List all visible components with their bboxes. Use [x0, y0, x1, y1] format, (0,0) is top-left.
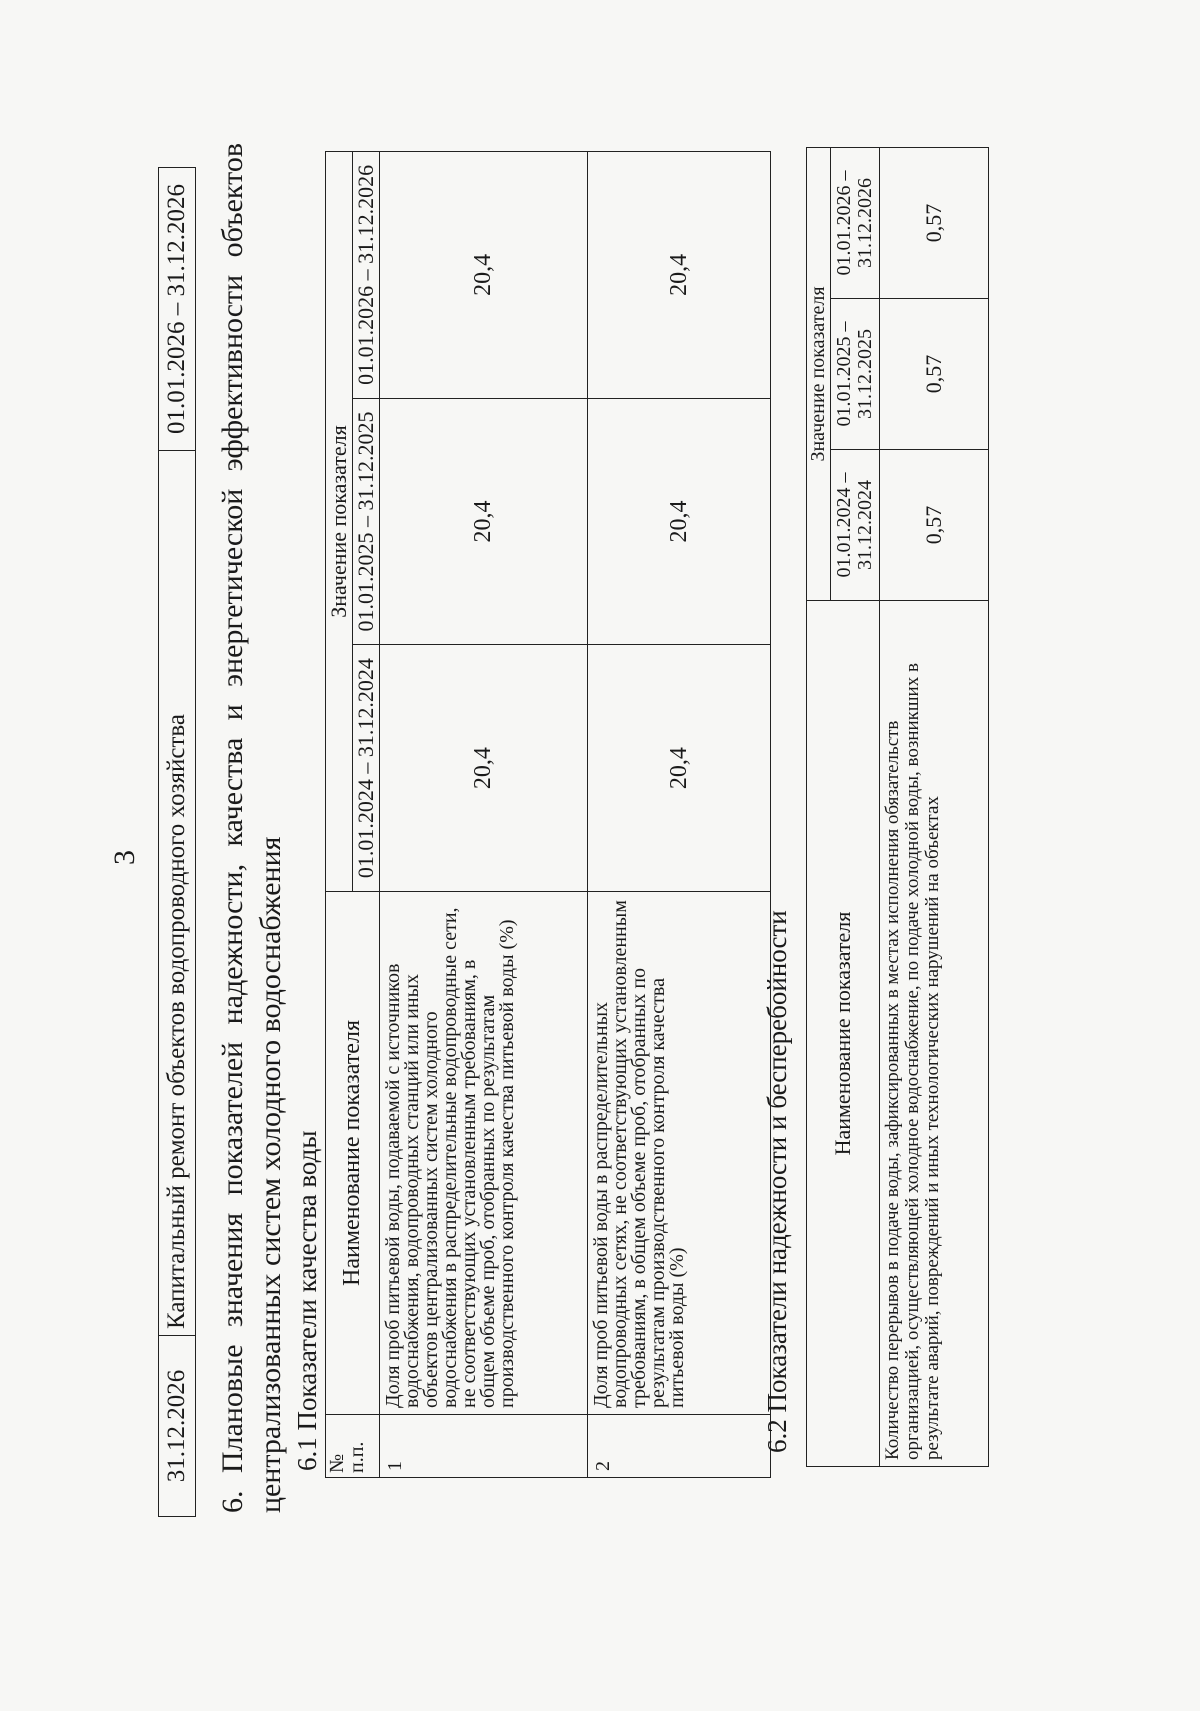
- row-value: 20,4: [588, 398, 771, 645]
- schedule-date: 31.12.2026: [159, 1336, 196, 1517]
- section-6-heading-cont: централизованных систем холодного водоснабжения: [254, 836, 287, 1513]
- section-6-heading: 6. Плановые значения показателей надежности, качества и энергетической эффективности объектов: [216, 143, 249, 1513]
- col-header-period: 01.01.2026 – 31.12.2026: [831, 148, 880, 299]
- table-row: [880, 148, 989, 1467]
- water-quality-table: [325, 151, 771, 1478]
- col-header-period: 01.01.2025 – 31.12.2025: [353, 398, 380, 645]
- page-number: 3: [108, 850, 141, 865]
- col-header-period: 01.01.2024 – 31.12.2024: [353, 645, 380, 892]
- row-name: Доля проб питьевой воды в распределительных водопроводных сетях, не соответствующих установленным требованиям, в общем объеме проб, отобранных по результатам производственного контроля качества питьевой воды (%): [588, 892, 771, 1415]
- row-name: Количество перерывов в подаче воды, зафиксированных в местах исполнения обязательств организацией, осуществляющей холодное водоснабжение, по подаче холодной воды, возникших в результате аварий, повреждений и иных технологических нарушений на объектах: [880, 601, 989, 1467]
- row-value: 20,4: [588, 645, 771, 892]
- table-row: [159, 168, 196, 1517]
- table-header-row: [326, 152, 353, 1478]
- col-header-name: Наименование показателя: [326, 892, 380, 1415]
- col-header-value-group: Значение показателя: [807, 148, 831, 601]
- col-header-value-group: Значение показателя: [326, 152, 353, 892]
- col-header-period: 01.01.2026 – 31.12.2026: [353, 152, 380, 399]
- row-value: 20,4: [588, 152, 771, 399]
- section-6-1-title: 6.1 Показатели качества воды: [292, 1130, 322, 1471]
- row-num: 1: [380, 1415, 588, 1478]
- row-value: 0,57: [880, 148, 989, 299]
- col-header-num: № п.п.: [326, 1415, 380, 1478]
- row-num: 2: [588, 1415, 771, 1478]
- reliability-table: [806, 147, 989, 1467]
- col-header-period: 01.01.2025 – 31.12.2025: [831, 299, 880, 450]
- col-header-period: 01.01.2024 – 31.12.2024: [831, 450, 880, 601]
- schedule-table: [158, 167, 196, 1517]
- table-row: [588, 152, 771, 1478]
- table-header-row: [807, 148, 831, 1467]
- section-6-2-title: 6.2 Показатели надежности и бесперебойности: [762, 910, 792, 1453]
- col-header-name: Наименование показателя: [807, 601, 880, 1467]
- row-value: 20,4: [380, 152, 588, 399]
- table-row: [380, 152, 588, 1478]
- row-value: 0,57: [880, 450, 989, 601]
- row-value: 20,4: [380, 645, 588, 892]
- row-value: 0,57: [880, 299, 989, 450]
- row-name: Доля проб питьевой воды, подаваемой с источников водоснабжения, водопроводных станций или иных объектов централизованных систем холодного водоснабжения в распределительные водопроводные сети, не соответствующих установленным требованиям, в общем объеме проб, отобранных по результатам производственного контроля качества питьевой воды (%): [380, 892, 588, 1415]
- row-value: 20,4: [380, 398, 588, 645]
- schedule-description: Капитальный ремонт объектов водопроводного хозяйства: [159, 451, 196, 1336]
- schedule-period: 01.01.2026 – 31.12.2026: [159, 168, 196, 451]
